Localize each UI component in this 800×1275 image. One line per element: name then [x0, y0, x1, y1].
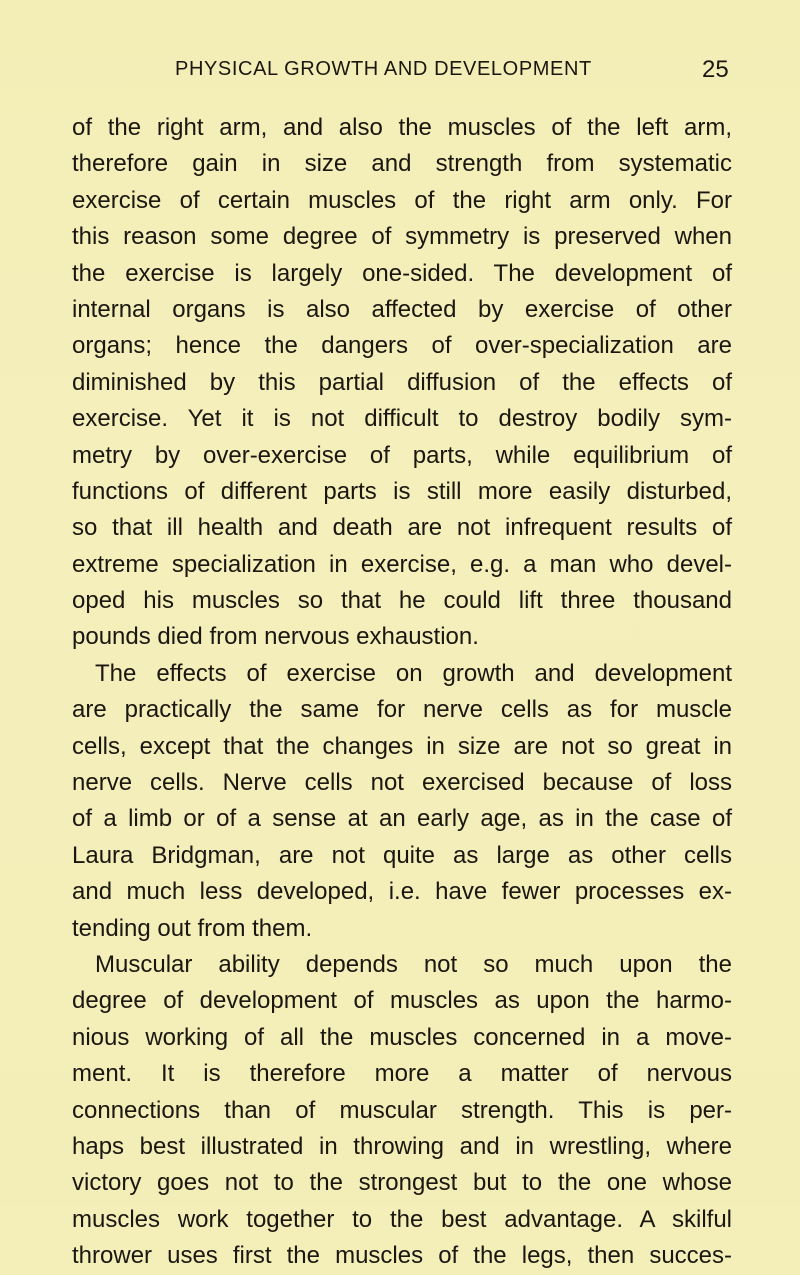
text-line: nerve cells. Nerve cells not exercised because of loss — [72, 769, 732, 797]
text-line: diminished by this partial diffusion of the effects of — [72, 368, 732, 396]
text-line: tending out from them. — [72, 914, 313, 942]
text-line: connections than of muscular strength. This is per- — [72, 1096, 732, 1124]
text-line: degree of development of muscles as upon the harmo- — [72, 987, 732, 1015]
text-line: Laura Bridgman, are not quite as large as other cells — [72, 841, 732, 869]
text-line: thrower uses first the muscles of the legs, then succes- — [72, 1242, 732, 1270]
body-text — [72, 110, 732, 1275]
text-line: muscles work together to the best advantage. A skilful — [72, 1205, 732, 1233]
text-line: pounds died from nervous exhaustion. — [72, 623, 479, 651]
text-line: this reason some degree of symmetry is preserved when — [72, 223, 732, 251]
text-line: of a limb or of a sense at an early age, as in the case of — [72, 805, 732, 833]
running-head — [0, 58, 800, 88]
text-line: so that ill health and death are not infrequent results of — [72, 514, 732, 542]
text-line: ment. It is therefore more a matter of nervous — [72, 1060, 732, 1088]
text-line: exercise of certain muscles of the right arm only. For — [72, 186, 732, 214]
text-line: nious working of all the muscles concerned in a move- — [72, 1023, 732, 1051]
running-title: PHYSICAL GROWTH AND DEVELOPMENT — [175, 58, 592, 80]
text-line: extreme specialization in exercise, e.g. a man who devel- — [72, 550, 732, 578]
text-line: The effects of exercise on growth and development — [95, 659, 732, 687]
text-line: oped his muscles so that he could lift three thousand — [72, 587, 732, 615]
text-line: organs; hence the dangers of over-specialization are — [72, 332, 732, 360]
text-line: Muscular ability depends not so much upon the — [95, 950, 732, 978]
text-line: exercise. Yet it is not difficult to destroy bodily sym- — [72, 405, 732, 433]
text-line: victory goes not to the strongest but to the one whose — [72, 1169, 732, 1197]
text-line: the exercise is largely one-sided. The development of — [72, 259, 732, 287]
text-line: of the right arm, and also the muscles of the left arm, — [72, 114, 732, 141]
text-line: are practically the same for nerve cells as for muscle — [72, 696, 732, 724]
text-line: and much less developed, i.e. have fewer processes ex- — [72, 878, 732, 906]
text-line: internal organs is also affected by exercise of other — [72, 295, 732, 323]
text-line: haps best illustrated in throwing and in wrestling, where — [72, 1132, 732, 1160]
text-line: therefore gain in size and strength from systematic — [72, 150, 732, 178]
text-line: metry by over-exercise of parts, while equilibrium of — [72, 441, 732, 469]
text-line: functions of different parts is still more easily disturbed, — [72, 477, 732, 505]
text-line: cells, except that the changes in size are not so great in — [72, 732, 732, 760]
page-number: 25 — [702, 56, 729, 83]
